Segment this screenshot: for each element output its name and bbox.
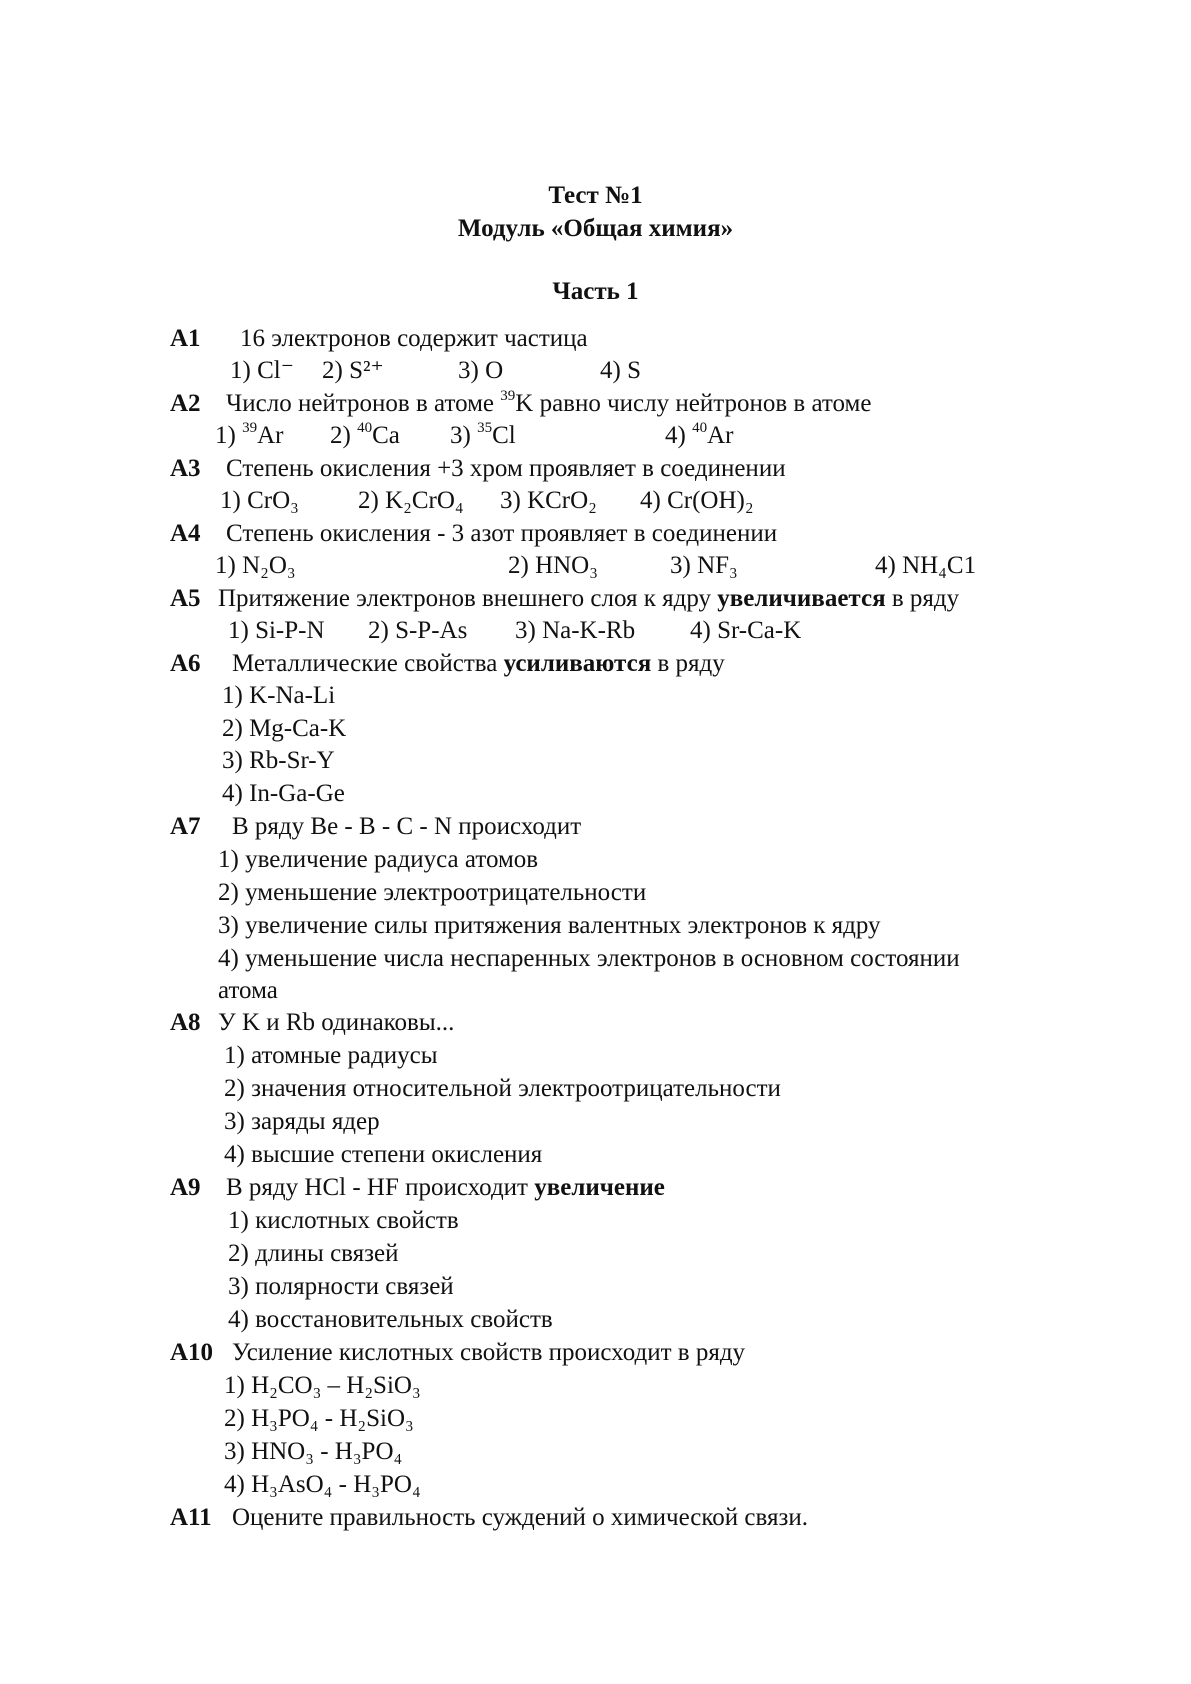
option-3: 3) KCrO₂ <box>500 487 597 514</box>
question-number: A11 <box>170 1504 212 1531</box>
question-text: В ряду Be - B - C - N происходит <box>232 813 582 840</box>
question-text: У K и Rb одинаковы... <box>218 1009 455 1036</box>
question-number: A7 <box>170 813 201 840</box>
option-4: 4) NH₄C1 <box>875 552 977 579</box>
question-text-bold: усиливаются <box>503 650 652 677</box>
option-1: 1) Cl⁻ <box>230 357 294 384</box>
option-2: 2) HNO₃ <box>508 552 598 579</box>
question-a5 <box>170 583 959 615</box>
question-text-before: Число нейтронов в атоме <box>226 390 501 417</box>
question-a9 <box>170 1172 665 1204</box>
option-4: 4) Cr(OH)₂ <box>640 487 754 514</box>
option-4: 4) Sr-Ca-K <box>690 617 802 644</box>
option-3: 3) Rb-Sr-Y <box>222 747 335 774</box>
option-4: 4) In-Ga-Ge <box>222 780 345 807</box>
option-2: 2) длины связей <box>228 1240 399 1267</box>
option-1: 1) увеличение радиуса атомов <box>218 846 539 873</box>
option-4: 4) $^{40}$Ar <box>665 420 734 449</box>
isotope-mass: 39 <box>500 388 516 404</box>
isotope-symbol: K <box>515 390 534 417</box>
option-2: 2) Mg-Ca-K <box>222 715 347 742</box>
question-a6 <box>170 648 725 680</box>
question-text-after: в ряду <box>885 585 960 612</box>
question-a10 <box>170 1337 745 1369</box>
option-4: 4) восстановительных свойств <box>228 1306 553 1333</box>
option-1: 1) $^{39}$Ar <box>215 420 284 449</box>
option-3: 3) полярности связей <box>228 1273 454 1300</box>
question-number: A10 <box>170 1339 214 1366</box>
question-text-after: равно числу нейтронов в атоме <box>533 390 872 417</box>
option-3: 3) NF₃ <box>670 552 738 579</box>
option-4: 4) высшие степени окисления <box>224 1141 543 1168</box>
question-a8 <box>170 1007 454 1039</box>
question-number: A3 <box>170 455 201 482</box>
question-text: 16 электронов содержит частица <box>240 325 588 352</box>
option-2: 2) $^{40}$Ca <box>330 420 400 449</box>
question-text-before: В ряду HCl - HF происходит <box>226 1174 535 1201</box>
question-number: A6 <box>170 650 201 677</box>
test-title: Тест №1 <box>548 182 643 209</box>
question-a1 <box>170 323 588 355</box>
question-text: Оцените правильность суждений о химической связи. <box>232 1504 808 1531</box>
option-1: 1) кислотных свойств <box>228 1207 459 1234</box>
option-2: 2) уменьшение электроотрицательности <box>218 879 647 906</box>
question-number: A9 <box>170 1174 201 1201</box>
question-text-before: Металлические свойства <box>232 650 504 677</box>
question-a4 <box>170 518 777 550</box>
option-1: 1) CrO₃ <box>220 487 299 514</box>
question-a3 <box>170 453 786 485</box>
option-4: 4) уменьшение числа неспаренных электронов в основном состоянии <box>218 945 960 972</box>
option-1: 1) H₂CO₃ – H₂SiO₃ <box>224 1372 421 1399</box>
question-text: Усиление кислотных свойств происходит в ряду <box>232 1339 746 1366</box>
option-3: 3) заряды ядер <box>224 1108 380 1135</box>
module-title: Модуль «Общая химия» <box>457 215 734 242</box>
option-2: 2) значения относительной электроотрицательности <box>224 1075 781 1102</box>
option-3: 3) увеличение силы притяжения валентных электронов к ядру <box>218 912 881 939</box>
option-3: 3) HNO₃ - H₃PO₄ <box>224 1438 403 1465</box>
question-number: A5 <box>170 585 201 612</box>
question-a2 <box>170 388 871 420</box>
option-1: 1) Si-P-N <box>228 617 325 644</box>
option-4: 4) H₃AsO₄ - H₃PO₄ <box>224 1471 421 1498</box>
option-4-continuation: атома <box>218 977 278 1004</box>
question-number: A2 <box>170 390 201 417</box>
question-text-before: Притяжение электронов внешнего слоя к ядру <box>218 585 718 612</box>
question-text-bold: увеличивается <box>717 585 886 612</box>
question-text-bold: увеличение <box>534 1174 665 1201</box>
option-2: 2) S-P-As <box>368 617 468 644</box>
option-1: 1) атомные радиусы <box>224 1042 438 1069</box>
question-text: Степень окисления - 3 азот проявляет в соединении <box>226 520 778 547</box>
option-3: 3) Na-K-Rb <box>515 617 636 644</box>
option-2: 2) S²⁺ <box>322 357 384 384</box>
question-a7 <box>170 811 581 843</box>
part-title: Часть 1 <box>552 278 639 305</box>
option-3: 3) O <box>458 357 504 384</box>
question-number: A1 <box>170 325 201 352</box>
question-number: A4 <box>170 520 201 547</box>
option-1: 1) K-Na-Li <box>222 682 336 709</box>
option-2: 2) K₂CrO₄ <box>358 487 464 514</box>
question-a11 <box>170 1502 808 1534</box>
option-3: 3) $^{35}$Cl <box>450 420 516 449</box>
option-1: 1) N₂O₃ <box>215 552 296 579</box>
option-4: 4) S <box>600 357 641 384</box>
option-2: 2) H₃PO₄ - H₂SiO₃ <box>224 1405 414 1432</box>
question-text-after: в ряду <box>651 650 725 677</box>
question-number: A8 <box>170 1009 201 1036</box>
question-text: Степень окисления +3 хром проявляет в соединении <box>226 455 786 482</box>
